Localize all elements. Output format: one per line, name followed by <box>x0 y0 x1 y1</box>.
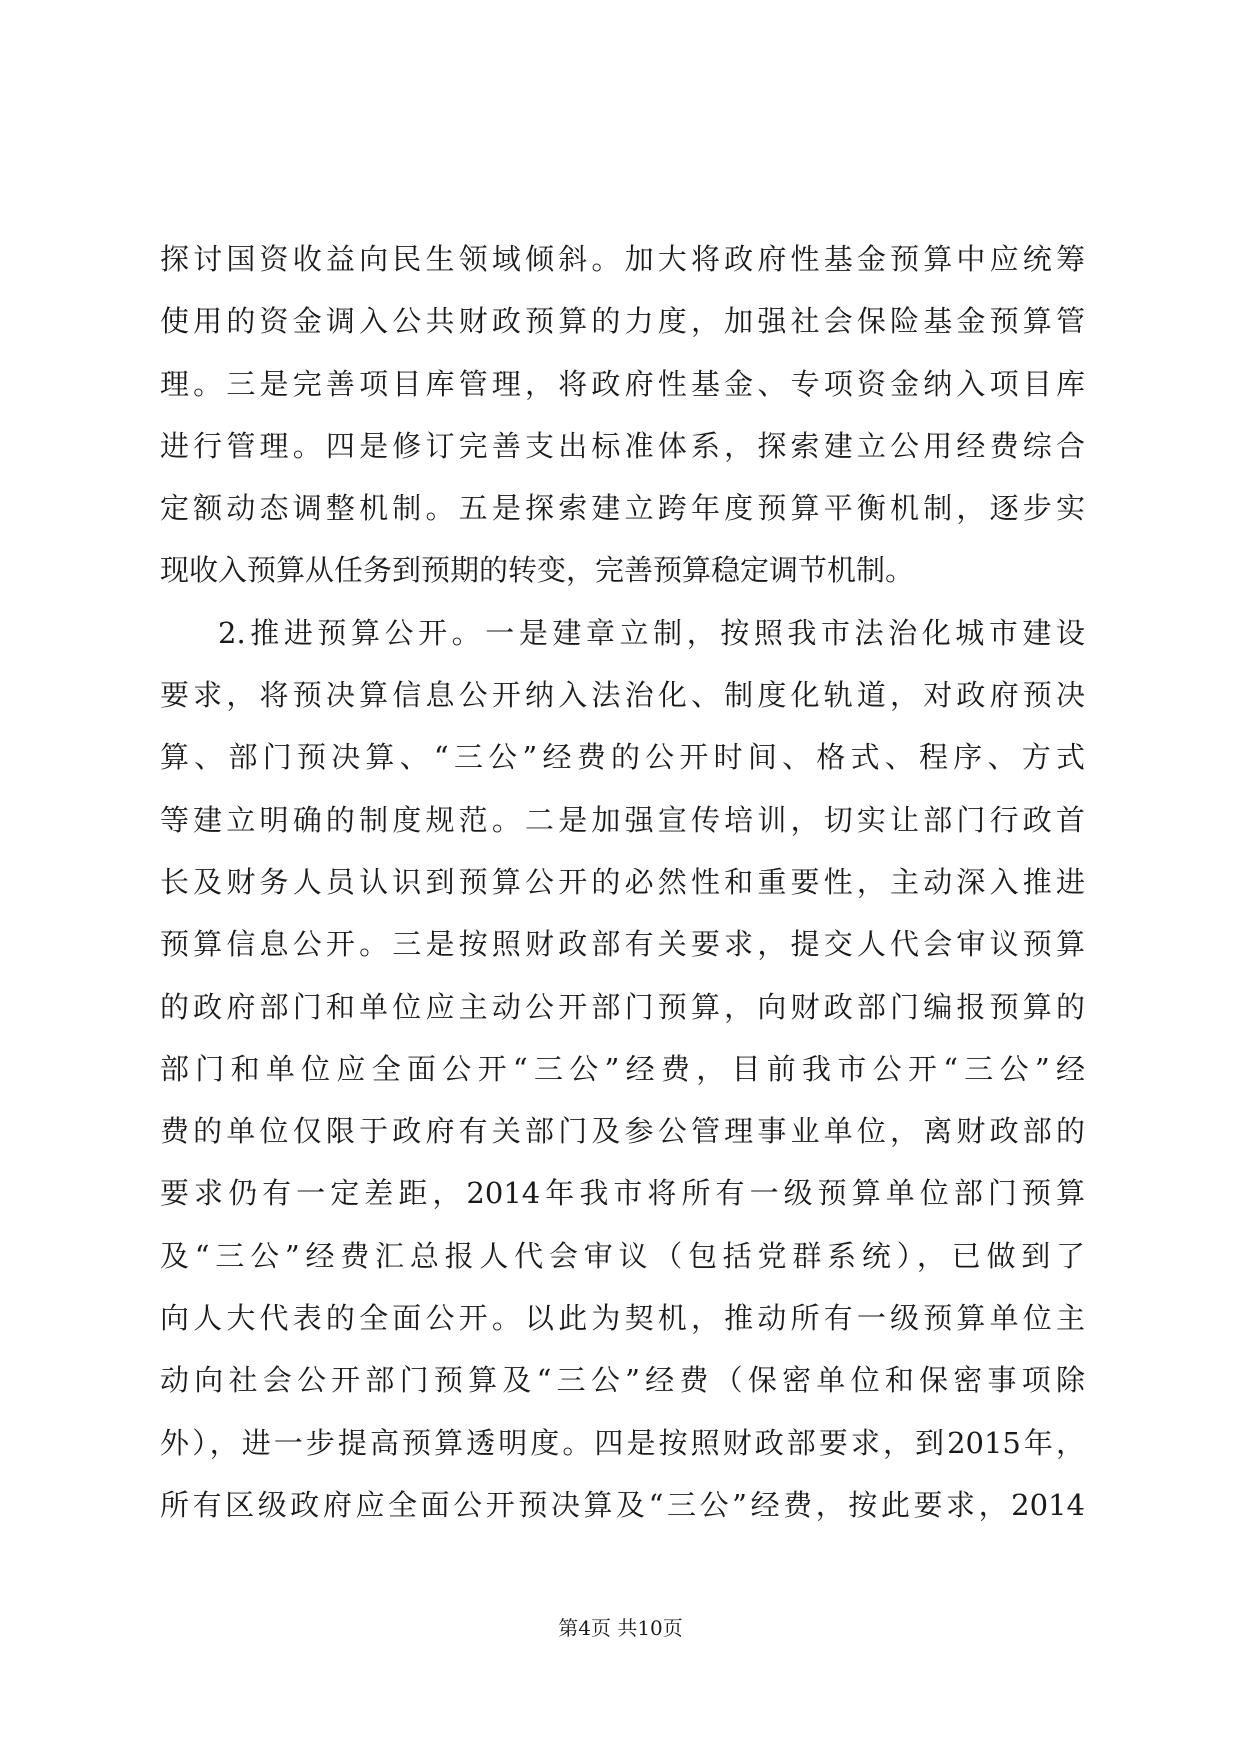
text-line: 理。三是完善项目库管理，将政府性基金、专项资金纳入项目库 <box>160 366 1085 401</box>
text-line: 定额动态调整机制。五是探索建立跨年度预算平衡机制，逐步实 <box>160 491 1085 526</box>
text-line: 长及财务人员认识到预算公开的必然性和重要性，主动深入推进 <box>160 864 1085 899</box>
text-line: 现收入预算从任务到预期的转变，完善预算稳定调节机制。 <box>160 553 915 588</box>
text-line: 所有区级政府应全面公开预决算及“三公”经费，按此要求，2014 <box>160 1487 1085 1522</box>
page-number: 第4页 共10页 <box>558 1616 683 1640</box>
text-line: 的政府部门和单位应主动公开部门预算，向财政部门编报预算的 <box>160 989 1085 1024</box>
text-line: 要求仍有一定差距，2014年我市将所有一级预算单位部门预算 <box>160 1176 1085 1211</box>
text-line: 等建立明确的制度规范。二是加强宣传培训，切实让部门行政首 <box>160 802 1085 837</box>
text-line: 费的单位仅限于政府有关部门及参公管理事业单位，离财政部的 <box>160 1114 1085 1149</box>
text-line: 动向社会公开部门预算及“三公”经费（保密单位和保密事项除 <box>160 1363 1085 1398</box>
text-line: 向人大代表的全面公开。以此为契机，推动所有一级预算单位主 <box>160 1301 1085 1336</box>
text-line: 预算信息公开。三是按照财政部有关要求，提交人代会审议预算 <box>160 927 1085 962</box>
text-line: 要求，将预决算信息公开纳入法治化、制度化轨道，对政府预决 <box>160 678 1085 713</box>
text-line: 算、部门预决算、“三公”经费的公开时间、格式、程序、方式 <box>160 740 1085 775</box>
page-footer <box>0 1616 1241 1640</box>
text-line: 2.推进预算公开。一是建章立制，按照我市法治化城市建设 <box>218 615 1085 650</box>
text-line: 探讨国资收益向民生领域倾斜。加大将政府性基金预算中应统筹 <box>160 242 1085 276</box>
text-line: 及“三公”经费汇总报人代会审议（包括党群系统），已做到了 <box>160 1238 1085 1273</box>
text-line: 使用的资金调入公共财政预算的力度，加强社会保险基金预算管 <box>160 304 1085 339</box>
text-line: 进行管理。四是修订完善支出标准体系，探索建立公用经费综合 <box>160 428 1085 463</box>
text-line: 部门和单位应全面公开“三公”经费，目前我市公开“三公”经 <box>160 1051 1085 1086</box>
body-text <box>160 228 1085 1536</box>
text-line: 外），进一步提高预算透明度。四是按照财政部要求，到2015年， <box>160 1425 1085 1460</box>
